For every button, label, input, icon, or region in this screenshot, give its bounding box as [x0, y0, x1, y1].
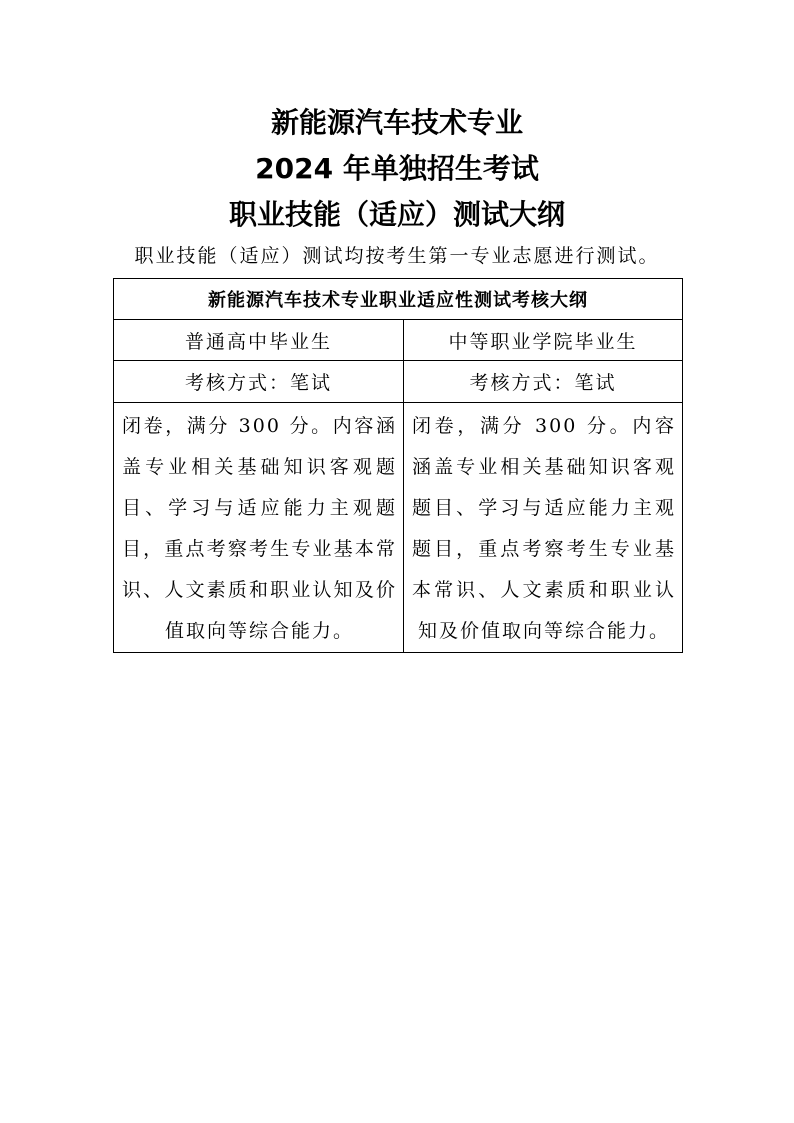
exam-content-row: [114, 403, 683, 653]
candidate-group-row: [114, 320, 683, 361]
test-outline-table: [113, 278, 683, 653]
content-vocational: 闭卷，满分 300 分。内容涵盖专业相关基础知识客观题目、学习与适应能力主观题目，重点考察考生专业基本常识、人文素质和职业认知及价值取向等综合能力。: [412, 415, 676, 642]
title-line-outline: 职业技能（适应）测试大纲: [228, 198, 565, 231]
content-cell-high-school: [114, 403, 404, 653]
group-high-school: 普通高中毕业生: [114, 320, 404, 361]
intro-paragraph: 职业技能（适应）测试均按考生第一专业志愿进行测试。: [134, 245, 660, 267]
title-line-exam: 2024 年单独招生考试: [255, 152, 539, 185]
group-vocational: 中等职业学院毕业生: [404, 320, 683, 361]
title-line-major: 新能源汽车技术专业: [270, 106, 523, 139]
method-vocational: 考核方式：笔试: [404, 361, 683, 403]
table-header-row: [114, 279, 683, 320]
document-title: [0, 100, 794, 238]
content-high-school: 闭卷，满分 300 分。内容涵盖专业相关基础知识客观题目、学习与适应能力主观题目，重点考察考生专业基本常识、人文素质和职业认知及价值取向等综合能力。: [122, 415, 397, 642]
method-high-school: 考核方式：笔试: [114, 361, 404, 403]
exam-method-row: [114, 361, 683, 403]
table-header-cell: 新能源汽车技术专业职业适应性测试考核大纲: [114, 279, 683, 320]
content-cell-vocational: [404, 403, 683, 653]
